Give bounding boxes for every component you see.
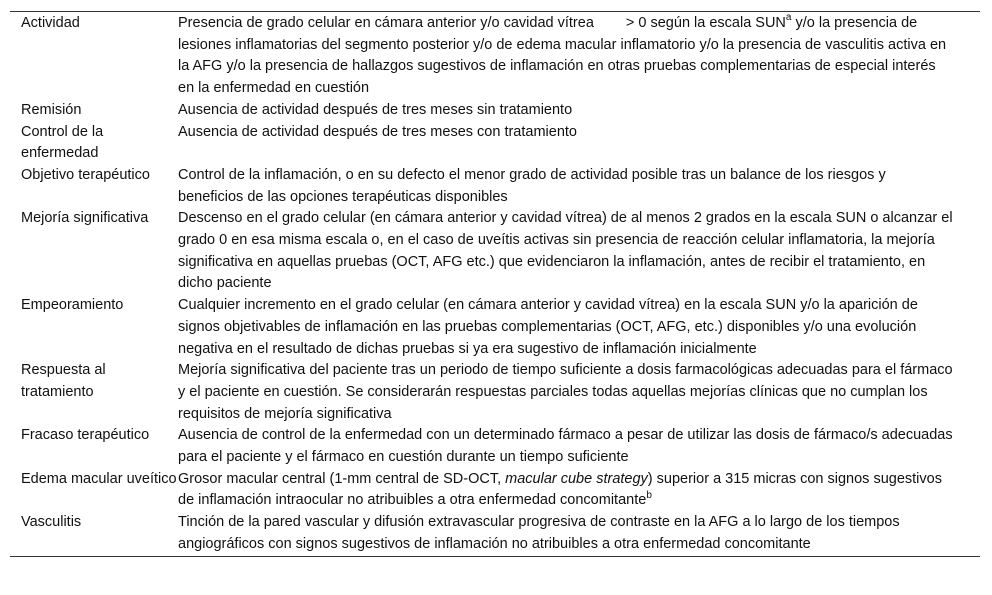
footnote-mark: b	[646, 489, 652, 501]
definition-text: ) superior a 315 micras con signos sugestivos de inflamación intraocular no atribuibles a otra enfermedad concomitante	[178, 470, 942, 509]
definition-cell: Descenso en el grado celular (en cámara anterior y cavidad vítrea) de al menos 2 grados en la escala SUN o alcanzar el grado 0 en esa misma escala o, en el caso de uveítis activas sin presencia de reacción celular inflamatoria, la mejoría significativa en aquellas pruebas (OCT, AFG etc.) que evidenciaron la inflamación, antes de recibir el tratamiento, en dicho paciente	[178, 210, 953, 292]
definition-cell: Mejoría significativa del paciente tras un periodo de tiempo suficiente a dosis farmacológicas adecuadas para el fármaco y el paciente en cuestión. Se considerarán respuestas parciales todas aquellas mejorías clínicas que no cumplan los requisitos de mejoría significativa	[178, 362, 953, 422]
term-cell: Objetivo terapéutico	[21, 166, 150, 183]
definition-cell: Control de la inflamación, o en su defecto el menor grado de actividad posible tras un balance de los riesgos y beneficios de las opciones terapéuticas disponibles	[178, 166, 886, 205]
definition-cell: Ausencia de actividad después de tres meses con tratamiento	[178, 123, 577, 140]
definition-italic-text: macular cube strategy	[505, 470, 648, 487]
term-cell: Mejoría significativa	[21, 210, 149, 227]
definition-cell: Ausencia de actividad después de tres meses sin tratamiento	[178, 101, 573, 118]
term-cell: Control de la enfermedad	[21, 123, 104, 162]
definition-cell: Ausencia de control de la enfermedad con un determinado fármaco a pesar de utilizar las dosis de fármaco/s adecuadas para el paciente y el fármaco en cuestión durante un tiempo suficiente	[178, 427, 953, 466]
definition-cell	[178, 12, 980, 100]
table-row	[10, 512, 980, 555]
table-row	[10, 165, 980, 208]
table-row	[10, 295, 980, 360]
table-row	[10, 100, 980, 122]
table-row	[10, 12, 980, 100]
definition-text: Presencia de grado celular en cámara anterior y/o cavidad vítrea	[178, 15, 594, 31]
definition-cell	[178, 469, 980, 512]
definition-text: > 0 según la escala SUN	[625, 15, 786, 31]
term-cell: Fracaso terapéutico	[21, 427, 150, 444]
definitions-grid	[10, 12, 980, 556]
table-row	[10, 469, 980, 512]
definition-cell: Tinción de la pared vascular y difusión extravascular progresiva de contraste en la AFG a lo largo de los tiempos angiográficos con signos sugestivos de inflamación no atribuibles a otra enfermedad concomitante	[178, 514, 900, 552]
definition-text: y/o la presencia de lesiones inflamatorias del segmento posterior y/o de edema macular inflamatorio y/o la presencia de vasculitis activa en la AFG y/o la presencia de hallazgos sugestivos de inflamación en otras pruebas complementarias de especial interés en la enfermedad en cuestión	[178, 15, 947, 97]
definitions-table	[10, 11, 980, 557]
definition-cell: Cualquier incremento en el grado celular (en cámara anterior y cavidad vítrea) en la escala SUN y/o la aparición de signos objetivables de inflamación en las pruebas complementarias (OCT, AFG, etc.) disponibles y/o una evolución negativa en el resultado de dichas pruebas si ya era sugestivo de inflamación inicialmente	[178, 297, 918, 357]
table-row	[10, 360, 980, 425]
definition-text: Grosor macular central (1-mm central de SD-OCT,	[178, 470, 506, 487]
footnote-mark: a	[785, 12, 792, 24]
term-cell: Vasculitis	[21, 514, 82, 531]
term-cell: Respuesta al tratamiento	[21, 362, 106, 400]
term-cell: Empeoramiento	[21, 297, 124, 314]
table-row	[10, 122, 980, 165]
table-row	[10, 425, 980, 468]
term-cell: Remisión	[21, 101, 82, 118]
term-cell: Actividad	[21, 15, 80, 31]
table-row	[10, 208, 980, 295]
term-cell: Edema macular uveítico	[21, 470, 177, 487]
